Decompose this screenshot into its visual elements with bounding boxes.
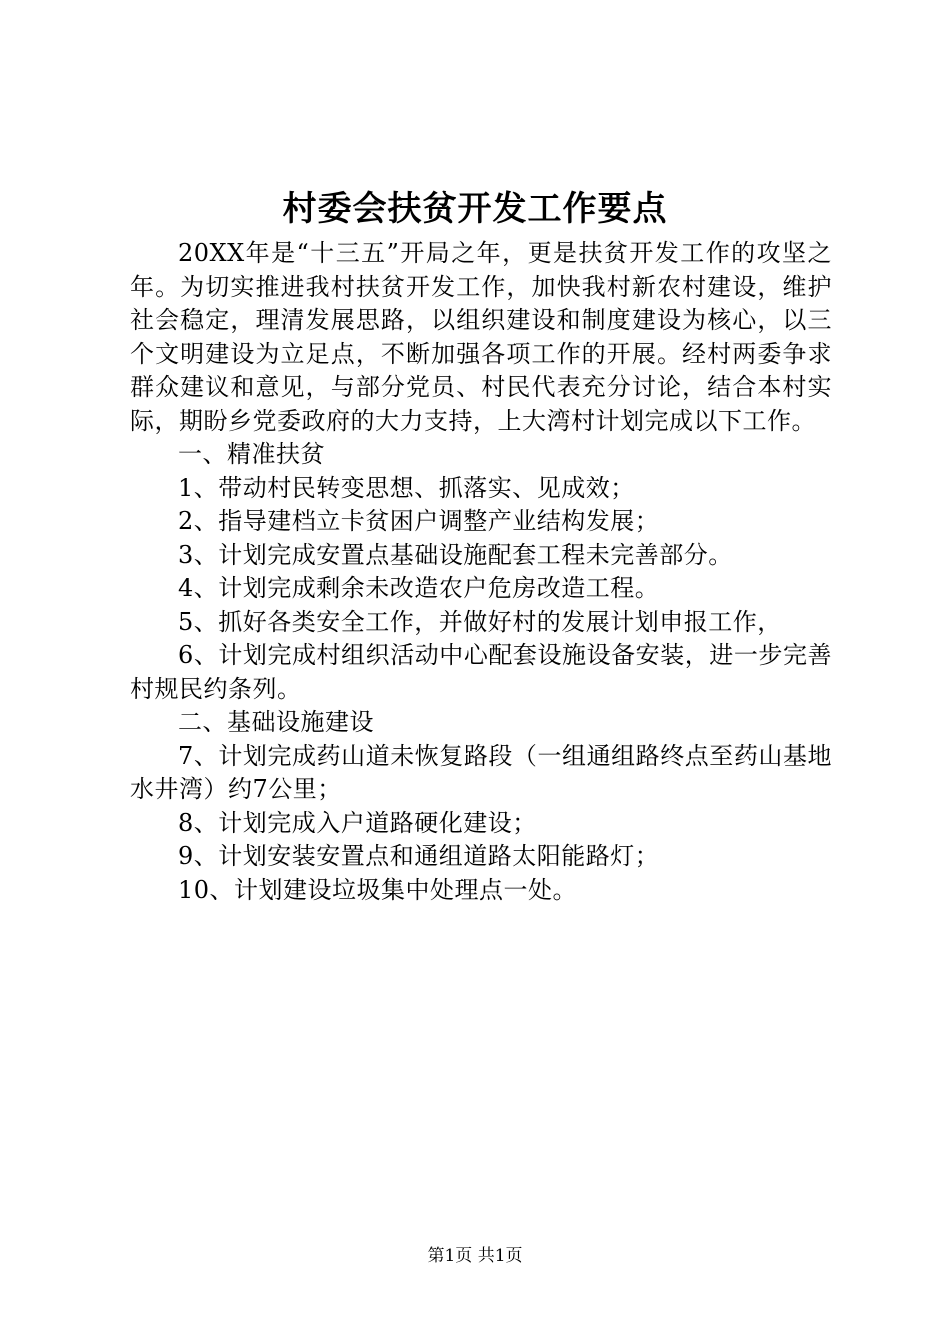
list-item: 7、计划完成药山道未恢复路段（一组通组路终点至药山基地水井湾）约7公里； (130, 741, 832, 803)
document-title: 村委会扶贫开发工作要点 (282, 189, 668, 229)
page-footer: 第1页 共1页 (427, 1246, 523, 1266)
section-heading-poverty: 一、精准扶贫 (178, 440, 325, 468)
section-heading-infrastructure: 二、基础设施建设 (178, 708, 374, 736)
list-item: 2、指导建档立卡贫困户调整产业结构发展； (178, 507, 660, 535)
list-item: 6、计划完成村组织活动中心配套设施设备安装，进一步完善村规民约条列。 (130, 641, 832, 703)
document-body (130, 237, 832, 907)
list-item: 5、抓好各类安全工作，并做好村的发展计划申报工作， (178, 607, 782, 636)
list-item: 9、计划安装安置点和通组道路太阳能路灯； (178, 842, 660, 870)
list-item: 10、计划建设垃圾集中处理点一处。 (178, 875, 578, 904)
list-item: 4、计划完成剩余未改造农户危房改造工程。 (178, 574, 660, 602)
list-item: 3、计划完成安置点基础设施配套工程未完善部分。 (178, 540, 733, 569)
list-item: 8、计划完成入户道路硬化建设； (178, 808, 537, 837)
list-item: 1、带动村民转变思想、抓落实、见成效； (178, 473, 635, 502)
intro-paragraph: 20XX年是“十三五”开局之年，更是扶贫开发工作的攻坚之年。为切实推进我村扶贫开发工作，加快我村新农村建设，维护社会稳定，理清发展思路，以组织建设和制度建设为核心，以三个文明建设为立足点，不断加强各项工作的开展。经村两委争求群众建议和意见，与部分党员、村民代表充分讨论，结合本村实际，期盼乡党委政府的大力支持，上大湾村计划完成以下工作。 (130, 239, 832, 435)
